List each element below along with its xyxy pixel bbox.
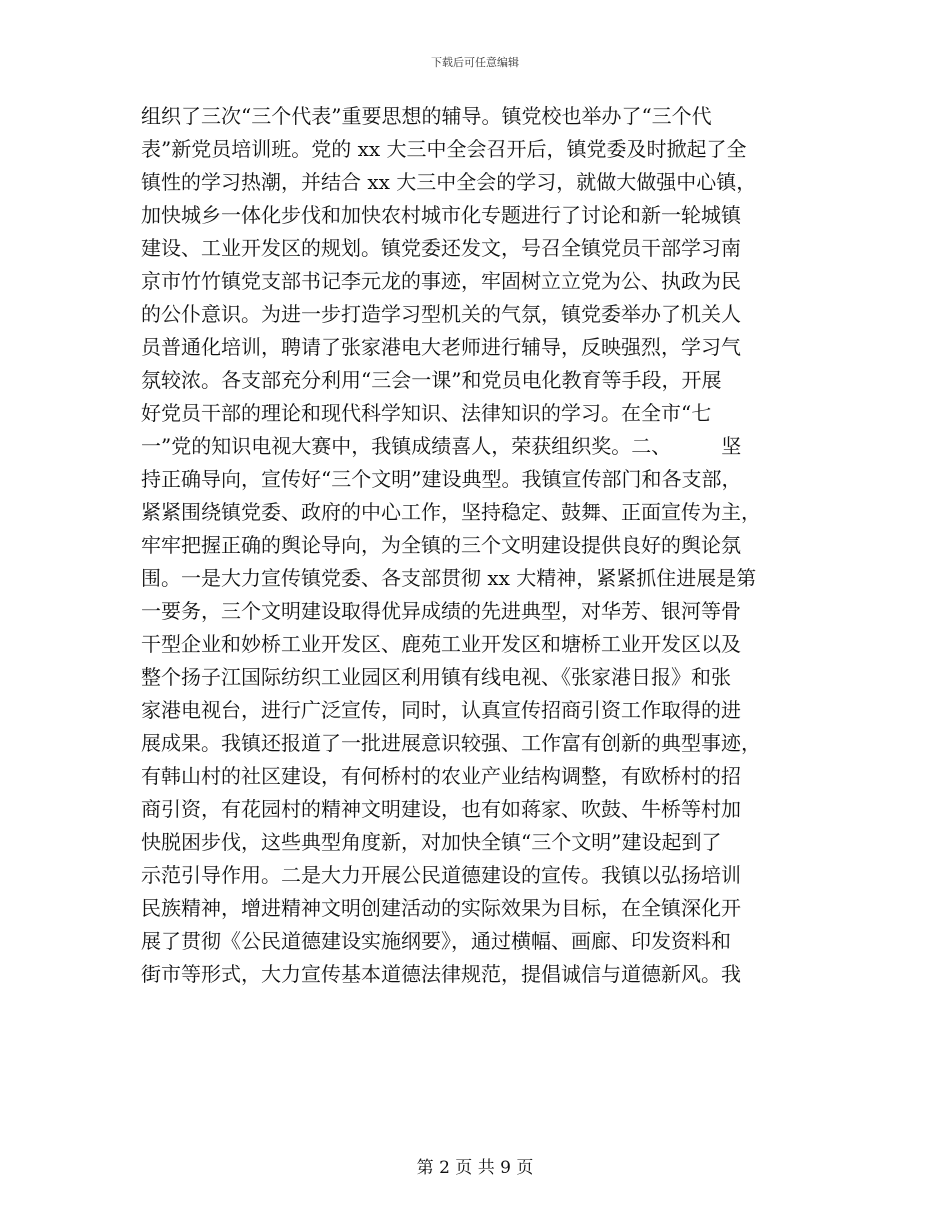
text-line: 展了贯彻《公民道德建设实施纲要》，通过横幅、画廊、印发资料和 <box>141 929 731 953</box>
text-line: 一”党的知识电视大赛中，我镇成绩喜人，荣获组织奖。二、 坚 <box>141 434 742 458</box>
page-header: 下载后可任意编辑 <box>431 56 519 69</box>
text-line: 围。一是大力宣传镇党委、各支部贯彻 xx 大精神，紧紧抓住进展是第 <box>141 566 757 590</box>
text-line: 民族精神，增进精神文明创建活动的实际效果为目标，在全镇深化开 <box>141 896 741 920</box>
text-line: 表”新党员培训班。党的 xx 大三中全会召开后，镇党委及时掀起了全 <box>141 137 747 161</box>
text-line: 加快城乡一体化步伐和加快农村城市化专题进行了讨论和新一轮城镇 <box>141 203 741 227</box>
text-line: 一要务，三个文明建设取得优异成绩的先进典型，对华芳、银河等骨 <box>141 599 741 623</box>
text-line: 干型企业和妙桥工业开发区、鹿苑工业开发区和塘桥工业开发区以及 <box>141 632 741 656</box>
text-line: 整个扬子江国际纺织工业园区利用镇有线电视、《张家港日报》和张 <box>141 665 731 689</box>
text-line: 快脱困步伐，这些典型角度新，对加快全镇“三个文明”建设起到了 <box>141 830 722 854</box>
text-line: 示范引导作用。二是大力开展公民道德建设的宣传。我镇以弘扬培训 <box>141 863 741 887</box>
text-line: 组织了三次“三个代表”重要思想的辅导。镇党校也举办了“三个代 <box>141 104 712 128</box>
text-line: 的公仆意识。为进一步打造学习型机关的气氛，镇党委举办了机关人 <box>141 302 741 326</box>
text-line: 好党员干部的理论和现代科学知识、法律知识的学习。在全市“七 <box>141 401 712 425</box>
text-line: 建设、工业开发区的规划。镇党委还发文，号召全镇党员干部学习南 <box>141 236 741 260</box>
text-line: 商引资，有花园村的精神文明建设，也有如蒋家、吹鼓、牛桥等村加 <box>141 797 741 821</box>
text-line: 紧紧围绕镇党委、政府的中心工作，坚持稳定、鼓舞、正面宣传为主， <box>141 500 761 524</box>
text-line: 持正确导向，宣传好“三个文明”建设典型。我镇宣传部门和各支部， <box>141 467 742 491</box>
text-line: 有韩山村的社区建设，有何桥村的农业产业结构调整，有欧桥村的招 <box>141 764 741 788</box>
body-text <box>141 100 801 991</box>
text-line: 街市等形式，大力宣传基本道德法律规范，提倡诚信与道德新风。我 <box>141 962 741 986</box>
page-footer: 第 2 页 共 9 页 <box>416 1158 534 1178</box>
text-line: 氛较浓。各支部充分利用“三会一课”和党员电化教育等手段，开展 <box>141 368 722 392</box>
text-line: 镇性的学习热潮，并结合 xx 大三中全会的学习，就做大做强中心镇， <box>141 170 757 194</box>
text-line: 展成果。我镇还报道了一批进展意识较强、工作富有创新的典型事迹， <box>141 731 761 755</box>
text-line: 京市竹竹镇党支部书记李元龙的事迹，牢固树立立党为公、执政为民 <box>141 269 741 293</box>
text-line: 家港电视台，进行广泛宣传，同时，认真宣传招商引资工作取得的进 <box>141 698 741 722</box>
text-line: 牢牢把握正确的舆论导向，为全镇的三个文明建设提供良好的舆论氛 <box>141 533 741 557</box>
text-line: 员普通化培训，聘请了张家港电大老师进行辅导，反映强烈，学习气 <box>141 335 741 359</box>
